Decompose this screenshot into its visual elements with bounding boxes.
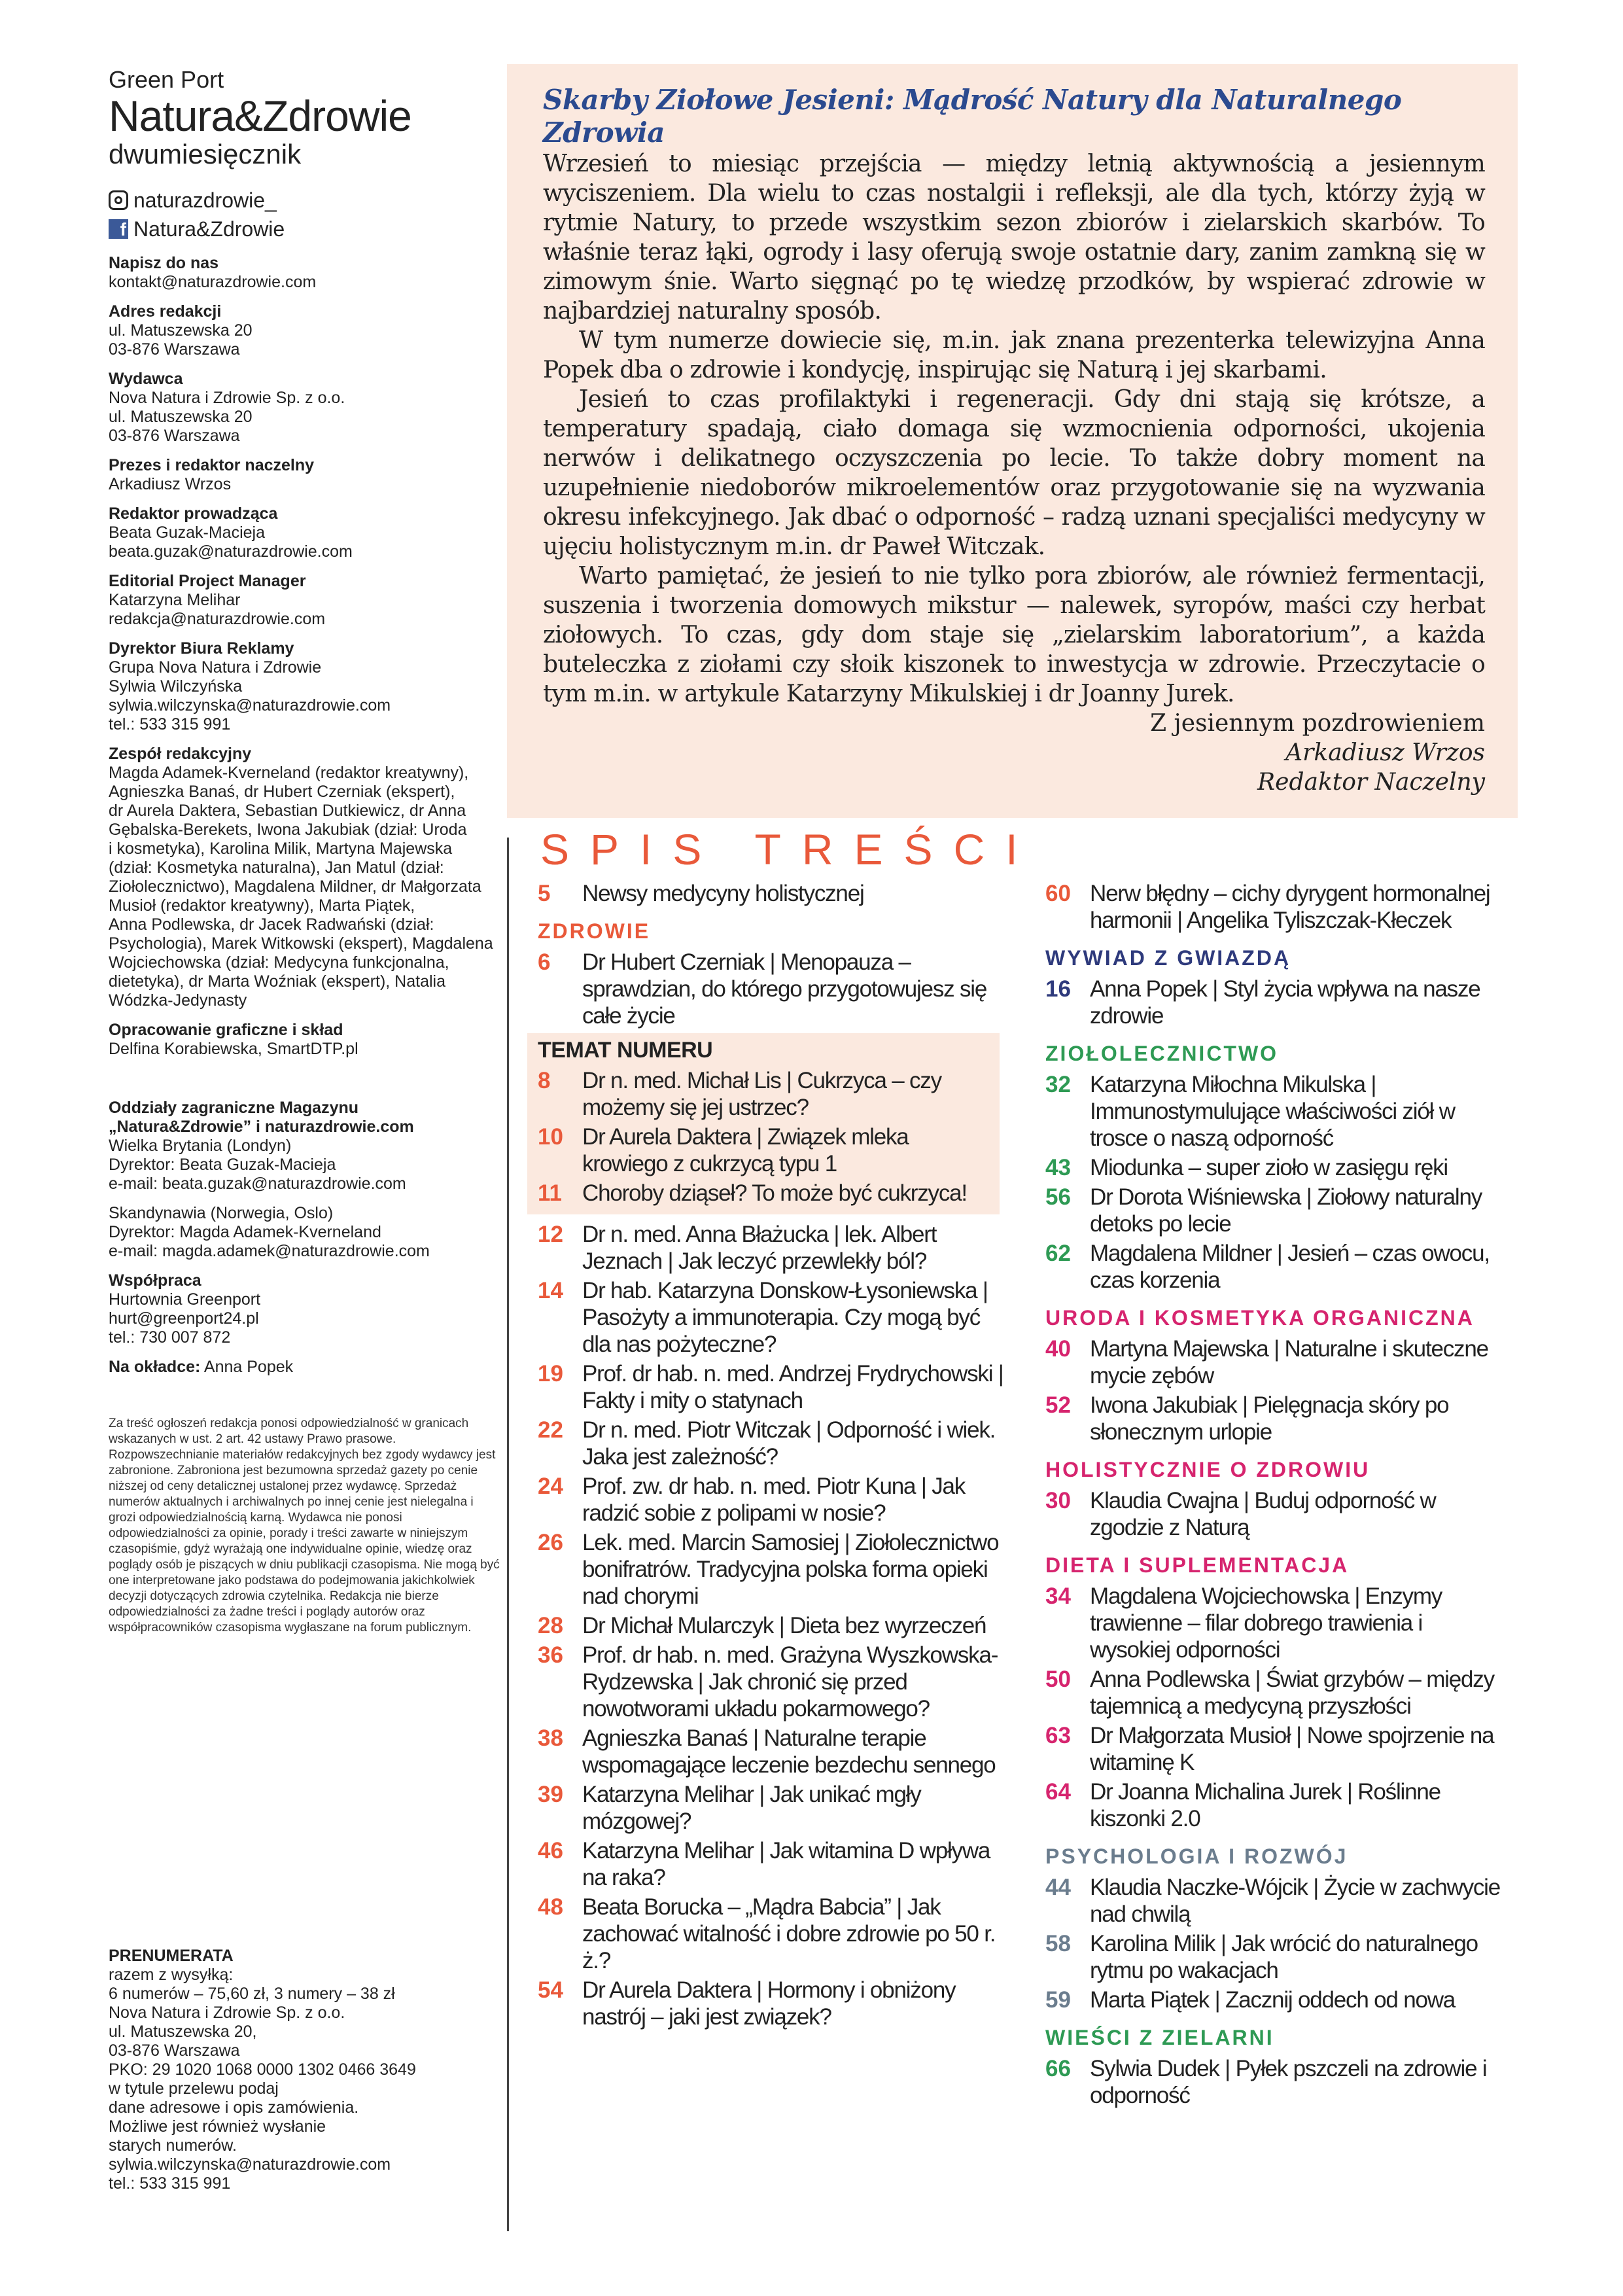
toc-page-number: 5 (538, 881, 551, 906)
toc-page-number: 28 (538, 1613, 563, 1638)
credit-line: Musioł (redaktor kreatywny), Marta Piątek, (109, 896, 415, 915)
toc-right-column (1045, 880, 1503, 2111)
toc-page-number: 34 (1045, 1583, 1071, 1609)
toc-entry[interactable] (1045, 880, 1503, 934)
credit-line: Ziołolecznictwo), Magdalena Mildner, dr Małgorzata (109, 877, 481, 896)
toc-entry[interactable] (1045, 1778, 1503, 1832)
subscription-line: Możliwe jest również wysłanie (109, 2117, 326, 2136)
subscription-line: starych numerów. (109, 2136, 237, 2155)
toc-entry[interactable] (538, 1781, 1009, 1835)
credit-line: Arkadiusz Wrzos (109, 475, 232, 493)
toc-entry[interactable] (538, 1221, 1009, 1275)
credit-heading: Wydawca (109, 370, 183, 388)
subscription-line: w tytule przelewu podaj (109, 2079, 279, 2098)
credit-block (109, 504, 501, 561)
toc-entry-title: Dr Aurela Daktera | Związek mleka krowiego z cukrzycą typu 1 (582, 1124, 909, 1176)
toc-entry-title: Prof. dr hab. n. med. Andrzej Frydrychowski | Fakty i mity o statynach (582, 1361, 1003, 1413)
credit-line: Psychologia), Marek Witkowski (ekspert), Magdalena (109, 934, 493, 953)
subscription-line: 6 numerów – 75,60 zł, 3 numery – 38 zł (109, 1985, 395, 2003)
editorial-paragraph: Warto pamiętać, że jesień to nie tylko pora zbiorów, ale również fermentacji, suszenia i tworzenia domowych mikstur — nalewek, syropów, maści czy herbat ziołowych. To czas, gdy dom staje się „zielarskim laboratorium”, a każda buteleczka z ziołami czy słoik kiszonek to inwestycja w zdrowie. Przeczytacie o tym m.in. w artykule Katarzyny Mikulskiej i dr Joanny Jurek. (543, 563, 1485, 707)
credit-line (109, 1069, 501, 1088)
toc-entry-title: Iwona Jakubiak | Pielęgnacja skóry po słonecznym urlopie (1090, 1392, 1449, 1445)
magazine-title: Natura&Zdrowie (109, 92, 411, 140)
toc-entry-title: Karolina Milik | Jak wrócić do naturalnego rytmu po wakacjach (1090, 1931, 1478, 1983)
toc-section-heading: HOLISTYCZNIE O ZDROWIU (1045, 1458, 1370, 1481)
credit-line: Sylwia Wilczyńska (109, 677, 243, 696)
subscription-info (109, 1947, 501, 2193)
toc-entry-title: Katarzyna Melihar | Jak unikać mgły mózgowej? (582, 1782, 921, 1834)
toc-entry[interactable] (538, 1360, 1009, 1414)
credit-block (109, 370, 501, 446)
editorial-paragraph: Jesień to czas profilaktyki i regeneracji. Gdy dni stają się krótsze, a temperatury spadają, ciało domaga się wzmocnienia odporności, ukojenia nerwów i delikatnego oczyszczenia po lecie. To także dobry moment na uzupełnienie niedoborów mikroelementów oraz przygotowanie się na wyzwania okresu infekcyjnego. Jak dbać o odporność – radzą uznani specjaliści medycyny w ujęciu holistycznym m.in. dr Paweł Witczak. (543, 386, 1485, 560)
subscription-line: dane adresowe i opis zamówienia. (109, 2098, 359, 2117)
toc-entry[interactable] (538, 1529, 1009, 1610)
editorial-signature-role: Redaktor Naczelny (1257, 769, 1485, 796)
toc-page-number: 40 (1045, 1336, 1071, 1362)
toc-entry-title: Dr n. med. Piotr Witczak | Odporność i wiek. Jaka jest zależność? (582, 1417, 996, 1470)
toc-page-number: 43 (1045, 1155, 1071, 1180)
toc-page-number: 63 (1045, 1723, 1071, 1748)
facebook-link[interactable] (109, 215, 501, 243)
toc-entry[interactable] (538, 1837, 1009, 1891)
toc-entry[interactable] (538, 1612, 1009, 1639)
credit-heading: Adres redakcji (109, 302, 222, 321)
toc-entry-title: Martyna Majewska | Naturalne i skuteczne mycie zębów (1090, 1336, 1488, 1388)
toc-section-heading: WYWIAD Z GWIAZDĄ (1045, 946, 1291, 970)
toc-section-heading: URODA I KOSMETYKA ORGANICZNA (1045, 1306, 1475, 1330)
toc-page-number: 66 (1045, 2056, 1071, 2081)
toc-page-number: 44 (1045, 1875, 1071, 1900)
credit-line: i kosmetyka), Karolina Milik, Martyna Majewska (109, 839, 453, 858)
toc-page-number: 19 (538, 1361, 563, 1386)
credit-line: Skandynawia (Norwegia, Oslo) (109, 1204, 334, 1222)
toc-page-number: 16 (1045, 976, 1071, 1002)
toc-page-number: 8 (538, 1068, 551, 1093)
toc-entry-title: Magdalena Mildner | Jesień – czas owocu, czas korzenia (1090, 1241, 1490, 1293)
toc-entry-title: Lek. med. Marcin Samosiej | Ziołolecznictwo bonifratrów. Tradycyjna polska forma opieki nad chorymi (582, 1530, 999, 1609)
toc-left-column (538, 880, 1009, 2033)
toc-page-number: 64 (1045, 1779, 1071, 1805)
subscription-line: ul. Matuszewska 20, (109, 2022, 257, 2041)
toc-entry[interactable] (538, 1123, 989, 1177)
credit-line: beata.guzak@naturazdrowie.com (109, 542, 353, 561)
toc-entry-title: Agnieszka Banaś | Naturalne terapie wspomagające leczenie bezdechu sennego (582, 1725, 996, 1778)
credit-line: Nova Natura i Zdrowie Sp. z o.o. (109, 389, 345, 407)
toc-entry[interactable] (1045, 1487, 1503, 1541)
credit-line: ul. Matuszewska 20 (109, 321, 253, 340)
toc-entry[interactable] (538, 1473, 1009, 1527)
subscription-line: sylwia.wilczynska@naturazdrowie.com (109, 2155, 391, 2174)
credit-line: 03-876 Warszawa (109, 340, 240, 359)
toc-entry-title: Dr Małgorzata Musioł | Nowe spojrzenie na witaminę K (1090, 1723, 1494, 1775)
toc-entry-title: Klaudia Cwajna | Buduj odporność w zgodzie z Naturą (1090, 1488, 1436, 1540)
toc-entry[interactable] (1045, 1184, 1503, 1237)
toc-entry[interactable] (538, 1067, 989, 1121)
credit-line: Beata Guzak-Macieja (109, 523, 266, 542)
toc-entry[interactable] (1045, 1240, 1503, 1294)
toc-entry-title: Dr Joanna Michalina Jurek | Roślinne kiszonki 2.0 (1090, 1779, 1440, 1831)
toc-entry-title: Newsy medycyny holistycznej (582, 881, 864, 906)
toc-entry[interactable] (1045, 1071, 1503, 1152)
instagram-link[interactable] (109, 186, 501, 215)
credit-line: kontakt@naturazdrowie.com (109, 273, 317, 291)
editorial-closing: Z jesiennym pozdrowieniem (1150, 710, 1485, 737)
toc-entry-title: Katarzyna Melihar | Jak witamina D wpływa na raka? (582, 1838, 990, 1890)
toc-page-number: 24 (538, 1474, 563, 1499)
toc-entry[interactable] (1045, 1987, 1503, 2013)
toc-entry-title: Dr n. med. Anna Błażucka | lek. Albert Jeznach | Jak leczyć przewlekły ból? (582, 1222, 937, 1274)
toc-entry[interactable] (538, 1894, 1009, 1974)
credit-line: Katarzyna Melihar (109, 591, 241, 609)
toc-page-number: 30 (1045, 1488, 1071, 1513)
toc-entry[interactable] (538, 880, 1009, 907)
credit-heading (109, 1358, 501, 1377)
subscription-line: razem z wysyłką: (109, 1966, 234, 1984)
toc-entry[interactable] (538, 1180, 989, 1207)
toc-page-number: 38 (538, 1725, 563, 1751)
credit-line: e-mail: magda.adamek@naturazdrowie.com (109, 1242, 430, 1260)
credit-line: Wielka Brytania (Londyn) (109, 1137, 292, 1155)
credit-line: Wojciechowska (dział: Medycyna funkcjonalna, (109, 953, 449, 972)
credit-line: dr Aurela Daktera, Sebastian Dutkiewicz, dr Anna (109, 802, 466, 820)
credit-block (109, 1069, 501, 1088)
toc-page-number: 12 (538, 1222, 563, 1247)
credit-line: (dział: Kosmetyka naturalna), Jan Matul (dział: (109, 858, 444, 877)
instagram-icon (109, 190, 128, 210)
credit-line: tel.: 730 007 872 (109, 1328, 231, 1347)
credit-line: tel.: 533 315 991 (109, 715, 231, 733)
toc-page-number: 26 (538, 1530, 563, 1555)
toc-entry-title: Dr Dorota Wiśniewska | Ziołowy naturalny detoks po lecie (1090, 1184, 1482, 1237)
toc-entry[interactable] (538, 1417, 1009, 1470)
editorial-box (507, 64, 1518, 818)
toc-entry-title: Anna Podlewska | Świat grzybów – między tajemnicą a medycyną przyszłości (1090, 1667, 1494, 1719)
toc-page-number: 39 (538, 1782, 563, 1807)
credit-line: Grupa Nova Natura i Zdrowie (109, 658, 322, 677)
toc-entry-title: Nerw błędny – cichy dyrygent hormonalnej harmonii | Angelika Tyliszczak-Kłeczek (1090, 881, 1490, 933)
legal-notice: Za treść ogłoszeń redakcja ponosi odpowiedzialność w granicach wskazanych w ust. 2 art. 42 ustawy Prawo prasowe. Rozpowszechnianie materiałów redakcyjnych bez zgody wydawcy jest zabronione. Zabroniona jest bezumowna sprzedaż gazety po cenie niższej od ceny detalicznej ustalonej przez wydawcę. Sprzedaż numerów aktualnych i archiwalnych po innej cenie jest nielegalna i grozi odpowiedzialnością karną. Wydawca nie ponosi odpowiedzialności za opinie, porady i treści zawarte w niniejszym czasopiśmie, gdyż wyrażają one indywidualne opinie, wiedzę oraz poglądy osób je piszących w dniu publikacji czasopisma. Nie mogą być one interpretowane jako podstawa do podejmowania jakichkolwiek decyzji dotyczących zdrowia czytelnika. Redakcja nie bierze odpowiedzialności za żadne treści i poglądy autorów oraz współpracowników czasopisma wygłaszane na forum publicznym. (109, 1417, 500, 1634)
credit-line: 03-876 Warszawa (109, 427, 240, 445)
credit-line: hurt@greenport24.pl (109, 1309, 259, 1328)
toc-page-number: 22 (538, 1417, 563, 1443)
editorial-paragraph: Wrzesień to miesiąc przejścia — między letnią aktywnością a jesiennym wyciszeniem. Dla wielu to czas nostalgii i refleksji, ale dla tych, którzy żyją w rytmie Natury, to przede wszystkim sezon zbiorów i zielarskich skarbów. To właśnie teraz łąki, ogrody i lasy oferują swoje ostatnie dary, zanim zamkną się w zimowym śnie. Warto sięgnąć po tę wiedzę przodków, by wspierać zdrowie w najbardziej naturalny sposób. (543, 150, 1485, 325)
subscription-heading: PRENUMERATA (109, 1947, 234, 1965)
toc-entry[interactable] (1045, 1666, 1503, 1720)
toc-entry[interactable] (1045, 1392, 1503, 1445)
toc-page-number: 60 (1045, 881, 1071, 906)
toc-page-number: 58 (1045, 1931, 1071, 1956)
toc-entry[interactable] (1045, 976, 1503, 1029)
toc-section-heading: WIEŚCI Z ZIELARNI (1045, 2026, 1274, 2049)
credit-block (109, 302, 501, 359)
credit-line: Dyrektor: Beata Guzak-Macieja (109, 1156, 336, 1174)
credit-block (109, 1271, 501, 1347)
toc-page-number: 52 (1045, 1392, 1071, 1418)
instagram-handle: naturazdrowie_ (133, 188, 277, 212)
editorial-title: Skarby Ziołowe Jesieni: Mądrość Natury dla Naturalnego Zdrowia (543, 84, 1402, 149)
toc-entry-title: Dr n. med. Michał Lis | Cukrzyca – czy możemy się jej ustrzec? (582, 1068, 941, 1120)
facebook-icon: f (109, 219, 128, 239)
toc-page-number: 46 (538, 1838, 563, 1863)
credit-block (109, 639, 501, 734)
subscription-line: tel.: 533 315 991 (109, 2174, 231, 2193)
toc-entry-title: Dr hab. Katarzyna Donskow-Łysoniewska | Pasożyty a immunoterapia. Czy mogą być dla nas pożyteczne? (582, 1278, 988, 1357)
featured-topic-heading: TEMAT NUMERU (538, 1038, 713, 1063)
credit-heading: Dyrektor Biura Reklamy (109, 639, 294, 658)
toc-entry-title: Katarzyna Miłochna Mikulska | Immunostymulujące właściwości ziół w trosce o naszą odporność (1090, 1072, 1455, 1151)
facebook-handle: Natura&Zdrowie (133, 217, 285, 241)
toc-page-number: 10 (538, 1124, 563, 1150)
credit-heading: Napisz do nas (109, 254, 219, 272)
toc-entry-title: Anna Popek | Styl życia wpływa na nasze zdrowie (1090, 976, 1480, 1029)
credit-line: Anna Podlewska, dr Jacek Radwański (dział: (109, 915, 434, 934)
column-divider (507, 838, 509, 2231)
toc-entry[interactable] (1045, 1722, 1503, 1776)
toc-entry[interactable] (1045, 1335, 1503, 1389)
subscription-details (109, 1966, 501, 2193)
credit-heading: Współpraca (109, 1271, 201, 1290)
toc-page-number: 11 (538, 1180, 562, 1206)
credit-block (109, 1204, 501, 1261)
credit-heading: Zespół redakcyjny (109, 745, 252, 763)
toc-entry-title: Miodunka – super zioło w zasięgu ręki (1090, 1155, 1448, 1180)
toc-page-number: 50 (1045, 1667, 1071, 1692)
toc-entry[interactable] (538, 949, 1009, 1029)
credit-line: ul. Matuszewska 20 (109, 408, 253, 426)
toc-entry[interactable] (1045, 1930, 1503, 1984)
toc-entry[interactable] (538, 1277, 1009, 1358)
credit-block (109, 254, 501, 292)
toc-entry[interactable] (538, 1977, 1009, 2030)
toc-section-heading: ZIOŁOLECZNICTWO (1045, 1042, 1279, 1065)
featured-topic-box (527, 1033, 1000, 1214)
credit-line: sylwia.wilczynska@naturazdrowie.com (109, 696, 391, 715)
credit-heading: Oddziały zagraniczne Magazynu „Natura&Zdrowie” i naturazdrowie.com (109, 1099, 414, 1136)
toc-entry[interactable] (538, 1725, 1009, 1778)
credit-line: Dyrektor: Magda Adamek-Kverneland (109, 1223, 381, 1241)
credit-inline-value: Anna Popek (200, 1358, 294, 1376)
subscription-line: 03-876 Warszawa (109, 2041, 240, 2060)
toc-entry-title: Dr Aurela Daktera | Hormony i obniżony nastrój – jaki jest związek? (582, 1977, 956, 2030)
toc-entry[interactable] (1045, 2055, 1503, 2109)
credit-line: e-mail: beata.guzak@naturazdrowie.com (109, 1174, 406, 1193)
toc-section-heading: PSYCHOLOGIA I ROZWÓJ (1045, 1845, 1348, 1868)
credit-line: dietetyka), dr Marta Woźniak (ekspert), Natalia (109, 972, 446, 991)
credit-line: Gębalska-Berekets, Iwona Jakubiak (dział: Uroda (109, 821, 467, 839)
toc-entry-title: Klaudia Naczke-Wójcik | Życie w zachwycie nad chwilą (1090, 1875, 1501, 1927)
toc-page-number: 6 (538, 949, 551, 975)
credit-line: Wódzka-Jedynasty (109, 991, 247, 1010)
toc-page-number: 48 (538, 1894, 563, 1920)
toc-entry-title: Dr Hubert Czerniak | Menopauza – sprawdzian, do którego przygotowujesz się całe życie (582, 949, 987, 1029)
masthead (109, 67, 501, 1636)
toc-entry-title: Magdalena Wojciechowska | Enzymy trawienne – filar dobrego trawienia i wysokiej odporności (1090, 1583, 1442, 1663)
toc-entry-title: Dr Michał Mularczyk | Dieta bez wyrzeczeń (582, 1613, 986, 1638)
toc-page-number: 54 (538, 1977, 563, 2003)
credit-line: Agnieszka Banaś, dr Hubert Czerniak (ekspert), (109, 783, 455, 801)
subscription-line: PKO: 29 1020 1068 0000 1302 0466 3649 (109, 2060, 416, 2079)
toc-entry-title: Prof. dr hab. n. med. Grażyna Wyszkowska-Rydzewska | Jak chronić się przed nowotworami układu pokarmowego? (582, 1642, 998, 1722)
credit-line: Delfina Korabiewska, SmartDTP.pl (109, 1040, 358, 1058)
credit-block (109, 572, 501, 629)
toc-entry-title: Choroby dziąseł? To może być cukrzyca! (582, 1180, 967, 1206)
toc-entry-title: Prof. zw. dr hab. n. med. Piotr Kuna | Jak radzić sobie z polipami w nosie? (582, 1474, 966, 1526)
credit-block (109, 1021, 501, 1059)
toc-entry-title: Sylwia Dudek | Pyłek pszczeli na zdrowie i odporność (1090, 2056, 1487, 2108)
credit-line: Magda Adamek-Kverneland (redaktor kreatywny), (109, 764, 469, 782)
credit-line: redakcja@naturazdrowie.com (109, 610, 326, 628)
toc-section-heading: ZDROWIE (538, 919, 651, 943)
credit-heading: Opracowanie graficzne i skład (109, 1021, 343, 1039)
toc-entry[interactable] (1045, 1874, 1503, 1928)
credit-block (109, 1099, 501, 1193)
toc-entry-title: Beata Borucka – „Mądra Babcia” | Jak zachować witalność i dobre zdrowie po 50 r. ż.? (582, 1894, 996, 1973)
toc-page-number: 59 (1045, 1987, 1071, 2013)
toc-entry-title: Marta Piątek | Zacznij oddech od nowa (1090, 1987, 1456, 2013)
toc-page-number: 14 (538, 1278, 563, 1303)
credit-heading: Editorial Project Manager (109, 572, 306, 590)
toc-title: SPIS TREŚCI (540, 825, 1039, 874)
toc-page-number: 32 (1045, 1072, 1071, 1097)
toc-section-heading: DIETA I SUPLEMENTACJA (1045, 1553, 1350, 1577)
credit-heading: Prezes i redaktor naczelny (109, 456, 315, 474)
toc-page-number: 36 (538, 1642, 563, 1668)
credit-block (109, 456, 501, 494)
subscription-line: Nova Natura i Zdrowie Sp. z o.o. (109, 2004, 345, 2022)
toc-entry[interactable] (538, 1642, 1009, 1722)
editorial-signature-name: Arkadiusz Wrzos (1285, 739, 1485, 766)
credit-heading: Redaktor prowadząca (109, 504, 278, 523)
credit-block (109, 1358, 501, 1377)
toc-page-number: 56 (1045, 1184, 1071, 1210)
publisher-line: Green Port (109, 66, 224, 93)
credit-line: Hurtownia Greenport (109, 1290, 261, 1309)
frequency-label: dwumiesięcznik (109, 139, 302, 169)
masthead-credits (109, 254, 501, 1377)
toc-page-number: 62 (1045, 1241, 1071, 1266)
editorial-paragraph: W tym numerze dowiecie się, m.in. jak znana prezenterka telewizyjna Anna Popek dba o zdrowie i kondycję, inspirując się Naturą i jej skarbami. (543, 327, 1485, 383)
toc-entry[interactable] (1045, 1583, 1503, 1663)
toc-entry[interactable] (1045, 1154, 1503, 1181)
credit-block (109, 745, 501, 1010)
credit-heading-label: Na okładce: (109, 1358, 201, 1376)
